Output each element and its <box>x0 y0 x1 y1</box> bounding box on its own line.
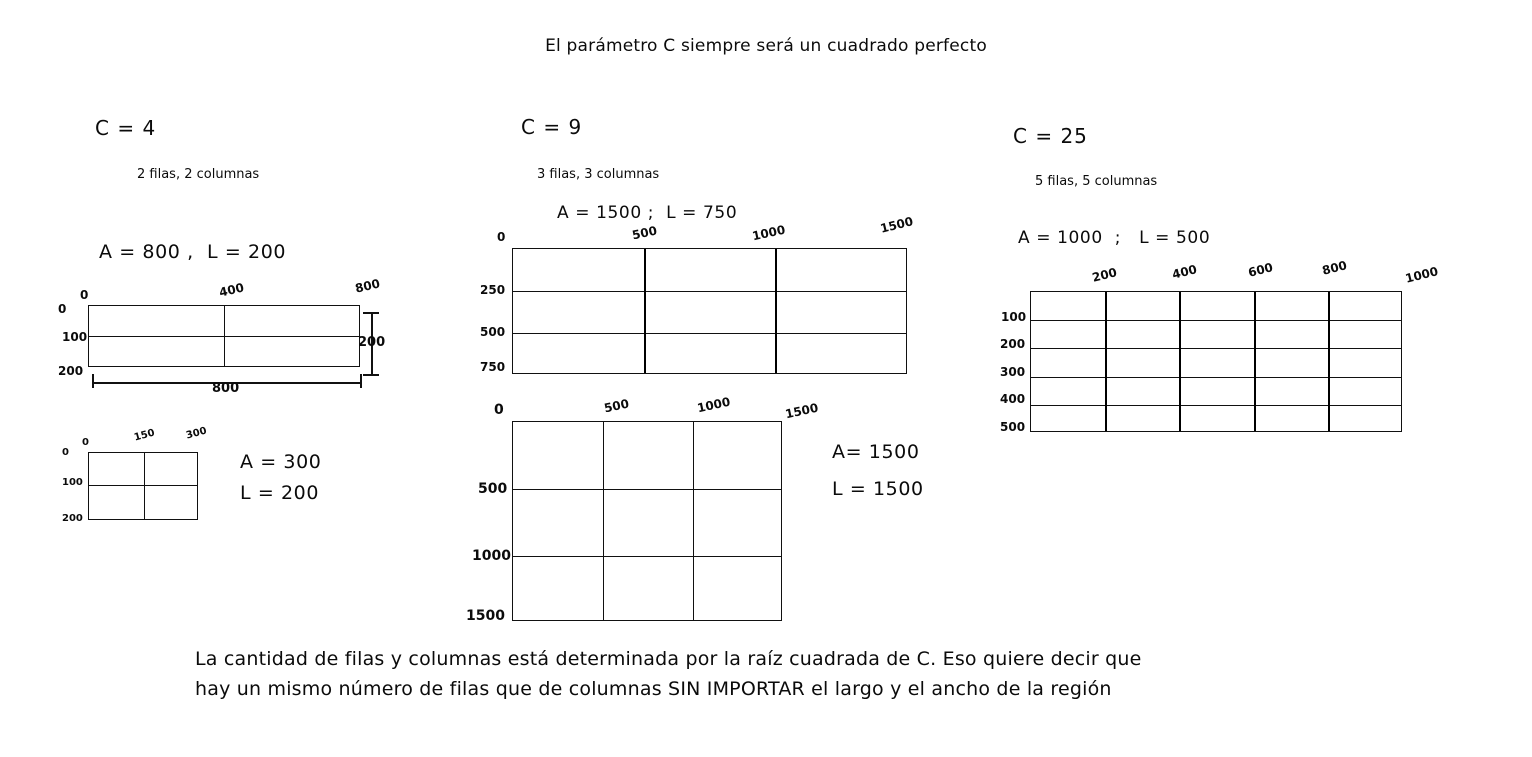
grid-line-horizontal <box>513 333 906 334</box>
measure-cap-left <box>92 374 94 388</box>
tick-top-c4-fig2-2: 300 <box>184 425 208 442</box>
tick-top-c9-fig2-3: 1500 <box>783 400 820 422</box>
bottom-note-line-2: hay un mismo número de filas que de columnas SIN IMPORTAR el largo y el ancho de la región <box>195 678 1112 700</box>
tick-top-c9-fig2-2: 1000 <box>695 394 732 416</box>
tick-top-c9-fig2-1: 500 <box>602 396 631 416</box>
case-subtitle-c9: 3 filas, 3 columnas <box>537 167 660 182</box>
tick-top-c9-fig2-0: 0 <box>494 402 504 418</box>
measure-label-height-c4: 200 <box>358 335 386 350</box>
tick-left-c25-4: 500 <box>1000 420 1026 434</box>
tick-top-c4-fig2-1: 150 <box>132 427 156 444</box>
tick-left-c4-fig2-1: 100 <box>62 477 83 488</box>
measure-label-width-c4: 800 <box>212 381 240 396</box>
annotation-c4-fig1: A = 800 , L = 200 <box>99 241 287 263</box>
tick-left-c4-fig1-2: 200 <box>58 364 84 378</box>
annotation-a-c4-fig2: A = 300 <box>240 451 322 473</box>
tick-top-c9-fig1-2: 1000 <box>750 222 787 244</box>
tick-left-c25-0: 100 <box>1001 310 1027 324</box>
grid-c25-fig1 <box>1030 291 1402 432</box>
case-subtitle-c4: 2 filas, 2 columnas <box>137 167 260 182</box>
annotation-c9-fig1: A = 1500 ; L = 750 <box>557 203 738 223</box>
tick-top-c25-2: 600 <box>1246 260 1275 280</box>
grid-line-vertical <box>775 249 777 373</box>
grid-c4-fig2 <box>88 452 198 520</box>
annotation-c25-fig1: A = 1000 ; L = 500 <box>1018 228 1211 248</box>
tick-left-c25-2: 300 <box>1000 365 1026 379</box>
case-title-c4: C = 4 <box>95 116 157 140</box>
annotation-l-c9-fig2: L = 1500 <box>832 478 924 500</box>
tick-top-c25-0: 200 <box>1090 265 1119 285</box>
tick-top-c4-fig1-1: 400 <box>217 280 246 300</box>
grid-line-vertical <box>144 453 145 519</box>
tick-left-c4-fig1-1: 100 <box>62 330 88 344</box>
grid-line-horizontal <box>513 489 781 490</box>
grid-c9-fig2 <box>512 421 782 621</box>
annotation-l-c4-fig2: L = 200 <box>240 482 320 504</box>
grid-line-vertical <box>1328 292 1330 431</box>
grid-line-vertical <box>1179 292 1181 431</box>
grid-line-horizontal <box>513 556 781 557</box>
tick-top-c25-4: 1000 <box>1403 264 1440 286</box>
tick-left-c9-fig1-2: 500 <box>480 325 506 339</box>
tick-top-c25-1: 400 <box>1170 262 1199 282</box>
bottom-note <box>195 644 1315 704</box>
grid-line-vertical <box>693 422 694 620</box>
tick-top-c4-fig2-0: 0 <box>82 437 89 448</box>
grid-c9-fig1 <box>512 248 907 374</box>
grid-line-horizontal <box>1031 348 1401 349</box>
grid-line-vertical <box>644 249 646 373</box>
tick-left-c4-fig2-0: 0 <box>62 447 69 458</box>
tick-left-c9-fig2-2: 1000 <box>472 548 511 564</box>
grid-line-horizontal <box>89 485 197 486</box>
bottom-note-line-1: La cantidad de filas y columnas está determinada por la raíz cuadrada de C. Eso quiere decir que <box>195 648 1142 670</box>
tick-left-c9-fig2-1: 500 <box>478 481 508 497</box>
tick-left-c25-1: 200 <box>1000 337 1026 351</box>
grid-line-horizontal <box>1031 405 1401 406</box>
tick-top-c25-3: 800 <box>1320 258 1349 278</box>
grid-line-vertical <box>1254 292 1256 431</box>
annotation-a-c9-fig2: A= 1500 <box>832 441 920 463</box>
grid-line-vertical <box>603 422 604 620</box>
grid-line-vertical <box>1105 292 1107 431</box>
grid-line-horizontal <box>1031 377 1401 378</box>
case-title-c9: C = 9 <box>521 115 583 139</box>
tick-top-c9-fig1-3: 1500 <box>878 214 915 236</box>
grid-line-horizontal <box>1031 320 1401 321</box>
measure-cap-bottom <box>363 374 379 376</box>
tick-left-c4-fig2-2: 200 <box>62 513 83 524</box>
tick-top-c9-fig1-1: 500 <box>630 223 659 243</box>
case-title-c25: C = 25 <box>1013 124 1088 148</box>
tick-top-c9-fig1-0: 0 <box>497 230 506 244</box>
tick-top-c4-fig1-2: 800 <box>353 276 382 296</box>
tick-left-c25-3: 400 <box>1000 392 1026 406</box>
page-title: El parámetro C siempre será un cuadrado perfecto <box>545 36 987 56</box>
tick-left-c9-fig2-3: 1500 <box>466 608 505 624</box>
tick-left-c9-fig1-3: 750 <box>480 360 506 374</box>
grid-line-horizontal <box>513 291 906 292</box>
grid-c4-fig1 <box>88 305 360 367</box>
tick-left-c4-fig1-0: 0 <box>58 302 67 316</box>
measure-cap-top <box>363 312 379 314</box>
tick-left-c9-fig1-1: 250 <box>480 283 506 297</box>
grid-line-vertical <box>224 306 225 366</box>
tick-top-c4-fig1-0: 0 <box>80 288 89 302</box>
case-subtitle-c25: 5 filas, 5 columnas <box>1035 174 1158 189</box>
